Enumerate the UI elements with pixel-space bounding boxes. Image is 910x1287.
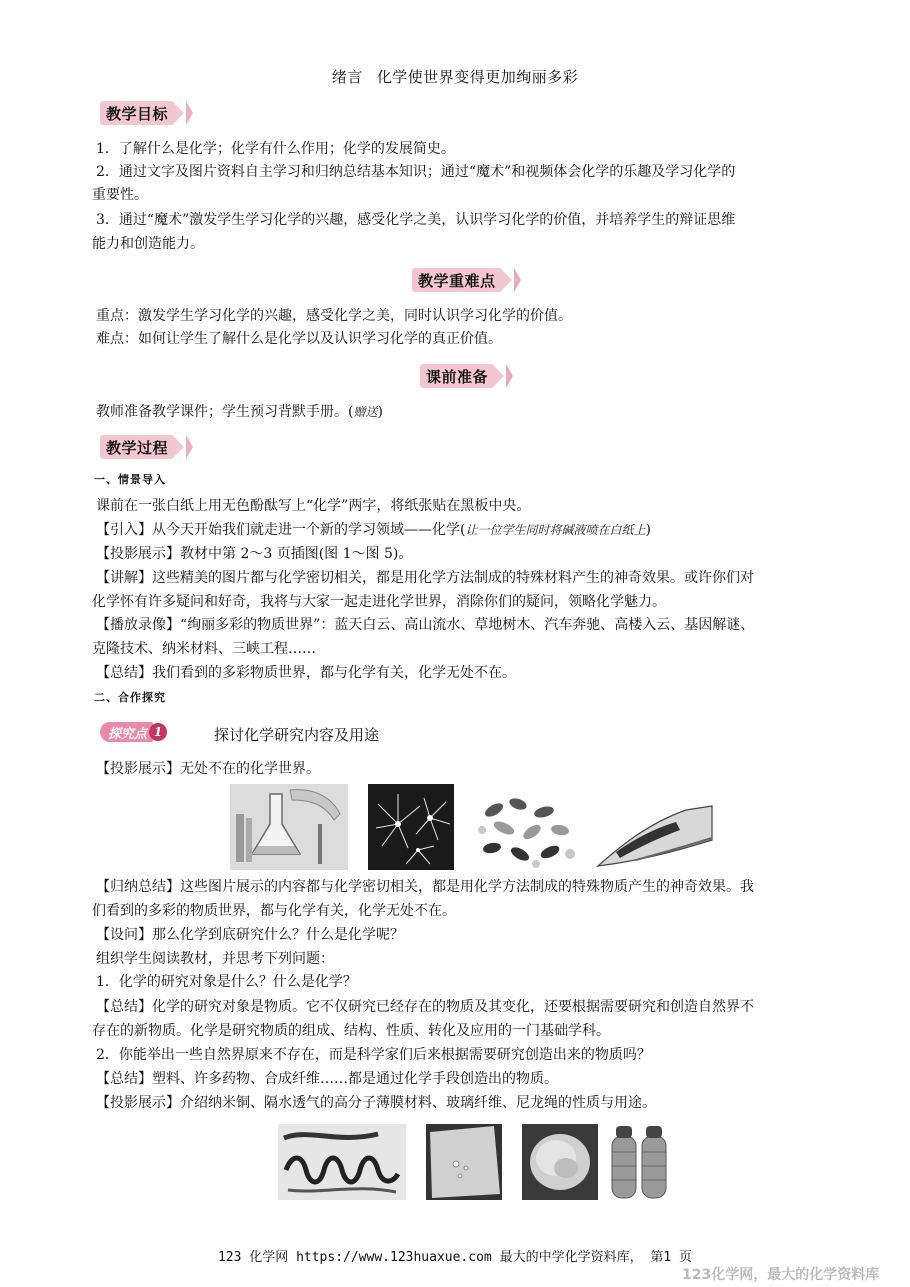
process-p12-cont: 存在的新物质。化学是研究物质的组成、结构、性质、转化及应用的一门基础学科。: [92, 1023, 610, 1039]
section-badge-prep: [420, 363, 513, 389]
process-p1: 课前在一张白纸上用无色酚酞写上“化学”两字，将纸张贴在黑板中央。: [96, 498, 531, 514]
process-p12: 【总结】化学的研究对象是物质。它不仅研究已经存在的物质及其变化，还要根据需要研究和创造自然界不: [96, 999, 754, 1015]
nano-copper-photo: [278, 1124, 406, 1200]
goal-2-cont: 重要性。: [92, 187, 148, 203]
process-p5: 【播放录像】“绚丽多彩的物质世界”：蓝天白云、高山流水、草地树木、汽车奔驰、高楼入云、基因解谜、: [96, 617, 755, 633]
arrow-icon: [500, 268, 512, 292]
subheading-explore: 二、合作探究: [94, 691, 166, 704]
section-badge-key: [412, 267, 521, 293]
title-part2: 化学使世界变得更加绚丽多彩: [376, 68, 579, 86]
process-p5-cont: 克隆技术、纳米材料、三峡工程……: [92, 641, 316, 657]
watermark: 123化学网，最大的化学资料库: [682, 1267, 880, 1283]
prep-text: [96, 401, 856, 424]
intro-note: 让一位学生同时将碱液喷在白纸上: [465, 523, 646, 537]
explore-point-badge: [100, 722, 167, 742]
key-point: 重点：激发学生学习化学的兴趣，感受化学之美，同时认识学习化学的价值。: [96, 308, 572, 324]
process-p9: 【设问】那么化学到底研究什么？什么是化学呢？: [96, 927, 404, 943]
process-p4: 【讲解】这些精美的图片都与化学密切相关，都是用化学方法制成的特殊材料产生的神奇效果。或许你们对: [96, 570, 754, 586]
section-badge-process: [100, 434, 193, 460]
process-p7: 【投影展示】无处不在的化学世界。: [96, 761, 320, 777]
process-p2: [96, 519, 856, 542]
process-p13: 2．你能举出一些自然界原来不存在，而是科学家们后来根据需要研究创造出来的物质吗？: [96, 1047, 651, 1063]
process-p6: 【总结】我们看到的多彩物质世界，都与化学有关，化学无处不在。: [96, 665, 516, 681]
process-p3: 【投影展示】教材中第 2～3 页插图(图 1～图 5)。: [96, 546, 413, 562]
process-p15: 【投影展示】介绍纳米铜、隔水透气的高分子薄膜材料、玻璃纤维、尼龙绳的性质与用途。: [96, 1095, 656, 1111]
membrane-photo: [426, 1124, 502, 1200]
prep-main: 教师准备教学课件；学生预习背默手册。(: [96, 404, 354, 420]
arrow-icon: [492, 364, 504, 388]
explore-point-label: 探究点: [100, 722, 153, 742]
nylon-rope-photo: [608, 1122, 672, 1202]
title-part1: 绪言: [331, 68, 363, 86]
process-p11: 1．化学的研究对象是什么？什么是化学？: [96, 974, 357, 990]
lab-flask-photo: [230, 784, 348, 870]
intro-close: ): [645, 522, 651, 538]
prep-close: ): [377, 404, 383, 420]
section-label: 课前准备: [420, 364, 492, 388]
page-footer: 123 化学网 https://www.123huaxue.com 最大的中学化学资料库， 第1 页: [217, 1250, 693, 1265]
goal-1: 1．了解什么是化学；化学有什么作用；化学的发展简史。: [96, 141, 455, 157]
goal-3: 3．通过“魔术”激发学生学习化学的兴趣，感受化学之美，认识学习化学的价值，并培养学生的辩证思维: [96, 212, 736, 228]
section-label: 教学过程: [100, 435, 172, 459]
fireworks-photo: [368, 784, 454, 870]
explore-point-number: 1: [149, 723, 167, 741]
arrow-icon: [506, 364, 513, 388]
process-p8-cont: 们看到的多彩的物质世界，都与化学有关，化学无处不在。: [92, 903, 456, 919]
process-p8: 【归纳总结】这些图片展示的内容都与化学密切相关，都是用化学方法制成的特殊物质产生的神奇效果。我: [96, 879, 754, 895]
page-title: [0, 66, 910, 87]
arrow-icon: [186, 435, 193, 459]
section-label: 教学重难点: [412, 268, 500, 292]
arrow-icon: [172, 101, 184, 125]
difficult-point: 难点：如何让学生了解什么是化学以及认识学习化学的真正价值。: [96, 331, 502, 347]
subheading-intro: 一、情景导入: [94, 473, 166, 486]
section-badge-goals: [100, 100, 193, 126]
process-p14: 【总结】塑料、许多药物、合成纤维……都是通过化学手段创造出的物质。: [96, 1071, 558, 1087]
arrow-icon: [514, 268, 521, 292]
pills-photo: [474, 790, 580, 870]
explore-point-title: 探讨化学研究内容及用途: [214, 726, 380, 744]
goal-2: 2．通过文字及图片资料自主学习和归纳总结基本知识；通过“魔术”和视频体会化学的乐趣及学习化学的: [96, 164, 736, 180]
goal-3-cont: 能力和创造能力。: [92, 236, 204, 252]
glass-fiber-photo: [522, 1124, 598, 1200]
process-p10: 组织学生阅读教材，并思考下列问题：: [96, 951, 334, 967]
process-p4-cont: 化学怀有许多疑问和好奇，我将与大家一起走进化学世界，消除你们的疑问，领略化学魅力。: [92, 594, 666, 610]
arrow-icon: [172, 435, 184, 459]
bullet-train-photo: [596, 800, 714, 870]
prep-note: 赠送: [353, 405, 378, 419]
section-label: 教学目标: [100, 101, 172, 125]
arrow-icon: [186, 101, 193, 125]
intro-text: 【引入】从今天开始我们就走进一个新的学习领域——化学(: [96, 522, 466, 538]
